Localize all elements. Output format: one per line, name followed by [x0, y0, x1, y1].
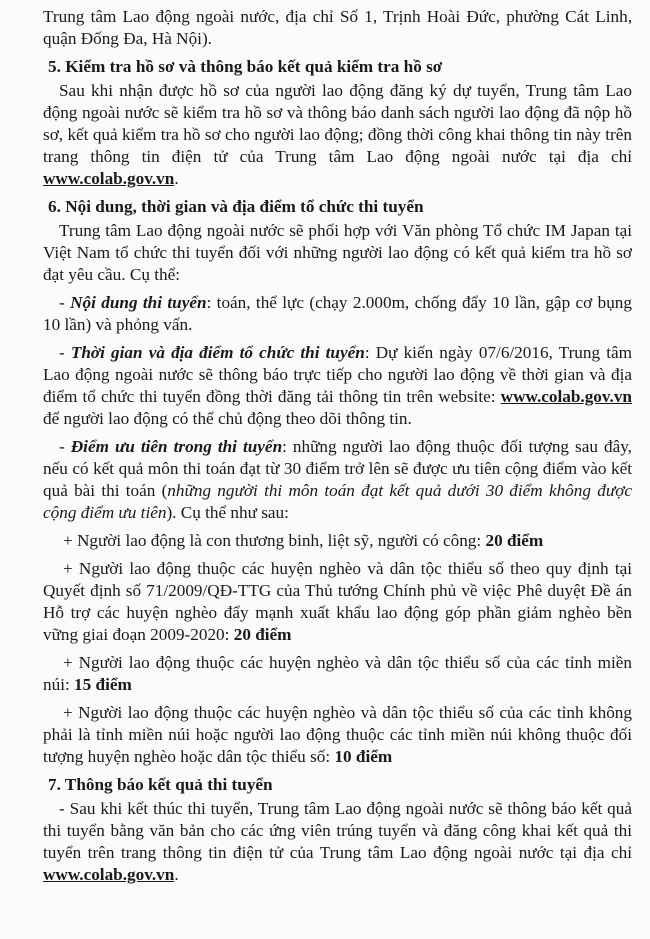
content-label: Nội dung thi tuyển: [70, 293, 207, 312]
priority-item: [43, 530, 632, 552]
priority-text: : những người lao động thuộc đối tượng sau đây, nếu có kết quả môn thi toán đạt từ 30 điểm trở lên sẽ được ưu tiên cộng điểm vào kết quả bài thi toán (: [43, 437, 632, 500]
priority-item-text: + Người lao động thuộc các huyện nghèo và dân tộc thiểu số của các tỉnh không phải là tỉnh miền núi hoặc người lao động thuộc các tỉnh miền núi không thuộc đối tượng huyện nghèo hoặc dân tộc thiểu số:: [43, 703, 632, 766]
priority-paragraph: [43, 436, 632, 524]
section7-paragraph: [43, 798, 632, 886]
priority-item-points: 10 điểm: [334, 747, 393, 766]
section5-heading: 5. Kiểm tra hồ sơ và thông báo kết quả kiểm tra hồ sơ: [48, 57, 443, 76]
priority-label: Điểm ưu tiên trong thi tuyển: [70, 437, 283, 456]
section5-link[interactable]: www.colab.gov.vn: [43, 169, 175, 188]
section6-intro: Trung tâm Lao động ngoài nước sẽ phối hợp với Văn phòng Tổ chức IM Japan tại Việt Nam tổ chức thi tuyển đối với những người lao động có kết quả kiểm tra hồ sơ đạt yêu cầu. Cụ thể:: [43, 221, 632, 284]
content-text: : toán, thể lực (chạy 2.000m, chống đẩy 10 lần, gập cơ bụng 10 lần) và phỏng vấn.: [43, 293, 632, 334]
section5-end: .: [174, 169, 179, 188]
priority-dash: -: [59, 437, 71, 456]
priority-item: [43, 652, 632, 696]
section7-text: - Sau khi kết thúc thi tuyển, Trung tâm Lao động ngoài nước sẽ thông báo kết quả thi tuyển bằng văn bản cho các ứng viên trúng tuyển và đăng công khai kết quả thi tuyển trên trang thông tin điện tử của Trung tâm Lao động ngoài nước tại địa chỉ: [43, 799, 632, 862]
time-paragraph: [43, 342, 632, 430]
priority-item: [43, 702, 632, 768]
time-text: : Dự kiến ngày 07/6/2016, Trung tâm Lao động ngoài nước sẽ thông báo trực tiếp cho người lao động về thời gian và địa điểm tổ chức thi tuyển đồng thời đăng tải thông tin trên website:: [43, 343, 632, 406]
section5-text: Sau khi nhận được hồ sơ của người lao động đăng ký dự tuyển, Trung tâm Lao động ngoài nước sẽ kiểm tra hồ sơ và thông báo danh sách người lao động đã nộp hồ sơ, kết quả kiểm tra hồ sơ cho người lao động; đồng thời công khai thông tin này trên trang thông tin điện tử của Trung tâm Lao động ngoài nước tại địa chỉ: [43, 81, 632, 166]
priority-item-text: + Người lao động thuộc các huyện nghèo và dân tộc thiểu số theo quy định tại Quyết định số 71/2009/QĐ-TTG của Thủ tướng Chính phủ về việc Phê duyệt Đề án Hỗ trợ các huyện nghèo đẩy mạnh xuất khẩu lao động góp phần giảm nghèo bền vững giai đoạn 2009-2020:: [43, 559, 632, 644]
time-link[interactable]: www.colab.gov.vn: [500, 387, 632, 406]
priority-item-text: + Người lao động là con thương binh, liệt sỹ, người có công:: [63, 531, 486, 550]
section6-heading: 6. Nội dung, thời gian và địa điểm tổ chức thi tuyển: [48, 197, 424, 216]
content-dash: -: [59, 293, 71, 312]
priority-item-points: 20 điểm: [485, 531, 544, 550]
priority-item-points: 15 điểm: [74, 675, 132, 694]
section7-heading: 7. Thông báo kết quả thi tuyển: [48, 775, 273, 794]
intro-text: Trung tâm Lao động ngoài nước, địa chỉ Số 1, Trịnh Hoài Đức, phường Cát Linh, quận Đống Đa, Hà Nội).: [43, 7, 632, 48]
priority-item-points: 20 điểm: [233, 625, 292, 644]
section7-link[interactable]: www.colab.gov.vn: [43, 865, 175, 884]
intro-paragraph: [43, 6, 632, 50]
priority-item-text: + Người lao động thuộc các huyện nghèo và dân tộc thiểu số của các tỉnh miền núi:: [43, 653, 632, 694]
priority-item: [43, 558, 632, 646]
section5-paragraph: [43, 80, 632, 190]
priority-italic: những người thi môn toán đạt kết quả dưới 30 điểm không được cộng điểm ưu tiên: [43, 481, 632, 522]
time-dash: -: [59, 343, 71, 362]
time-label: Thời gian và địa điểm tổ chức thi tuyển: [70, 343, 365, 362]
content-paragraph: [43, 292, 632, 336]
section7-end: .: [174, 865, 179, 884]
time-end: để người lao động có thể chủ động theo dõi thông tin.: [43, 409, 412, 428]
priority-end: ). Cụ thể như sau:: [166, 503, 289, 522]
